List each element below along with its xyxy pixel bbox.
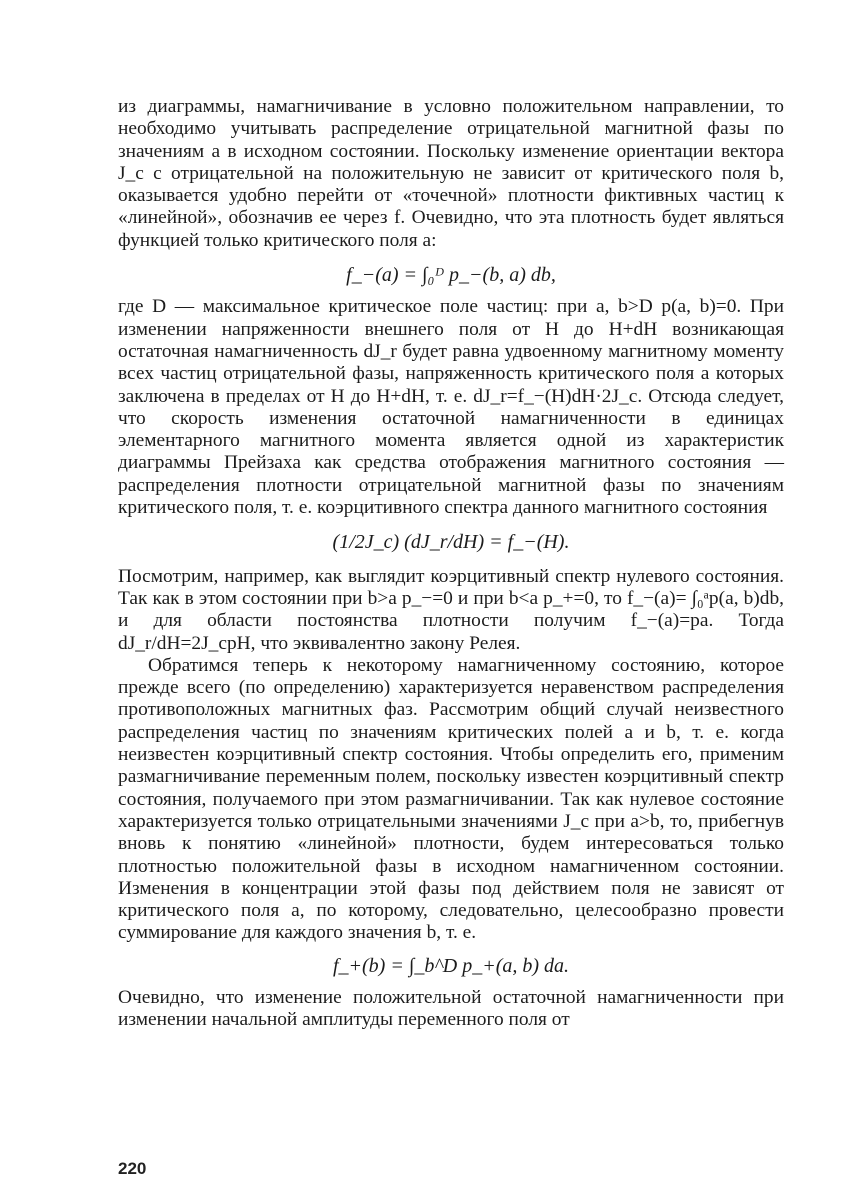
paragraph-4: Обратимся теперь к некоторому намагниченному состоянию, которое прежде всего (по определению) характеризуется неравенством распределения противоположных магнитных фаз. Рассмотрим общий случай неизвестного распределения частиц по значениям критических полей a и b, т. е. когда неизвестен коэрцитивный спектр состояния. Чтобы определить его, применим размагничивание переменным полем, поскольку известен коэрцитивный спектр состояния, получаемого при этом размагничивании. Так как нулевое состояние характеризуется только отрицательными значениями J_c при a>b, то, прибегнув вновь к понятию «линейной» плотности, будем интересоваться только плотностью положительной фазы в исходном намагниченном состоянии. Изменения в концентрации этой фазы под действием поля не зависят от критического поля a, по которому, следовательно, целесообразно провести суммирование для каждого значения b, т. е. [118, 654, 784, 944]
paragraph-2: где D — максимальное критическое поле частиц: при a, b>D p(a, b)=0. При изменении напряженности внешнего поля от H до H+dH возникающая остаточная намагниченность dJ_r будет равна удвоенному магнитному моменту всех частиц отрицательной фазы, напряженность критического поля a которых заключена в пределах от H до H+dH, т. е. dJ_r=f_−(H)dH·2J_c. Отсюда следует, что скорость изменения остаточной намагниченности в единицах элементарного магнитного момента является одной из характеристик диаграммы Прейзаха как средства отображения магнитного состояния — распределения плотности отрицательной магнитной фазы по значениям критического поля, т. е. коэрцитивного спектра данного магнитного состояния [118, 296, 784, 519]
body-text [118, 96, 784, 1032]
formula-1: f_−(a) = ∫₀ᴰ p_−(b, a) db, [346, 264, 556, 287]
page-number: 220 [118, 1159, 147, 1178]
paragraph-5: Очевидно, что изменение положительной остаточной намагниченности при изменении начальной амплитуды переменного поля от [118, 986, 784, 1031]
paragraph-3: Посмотрим, например, как выглядит коэрцитивный спектр нулевого состояния. Так как в этом состоянии при b>a p_−=0 и при b<a p_+=0, то f_−(a)= ∫₀ᵃp(a, b)db, и для области постоянства плотности получим f_−(a)=pa. Тогда dJ_r/dH=2J_cpH, что эквивалентно закону Релея. [118, 565, 784, 654]
paragraph-1: из диаграммы, намагничивание в условно положительном направлении, то необходимо учитывать распределение отрицательной магнитной фазы по значениям a в исходном состоянии. Поскольку изменение ориентации вектора J_c с отрицательной на положительную не зависит от критического поля b, оказывается удобно перейти от «точечной» плотности фиктивных частиц к «линейной», обозначив ее через f. Очевидно, что эта плотность будет являться функцией только критического поля a: [118, 96, 784, 251]
formula-3: f_+(b) = ∫_b^D p_+(a, b) da. [332, 954, 570, 977]
formula-2: (1/2J_c) (dJ_r/dH) = f_−(H). [332, 531, 570, 554]
